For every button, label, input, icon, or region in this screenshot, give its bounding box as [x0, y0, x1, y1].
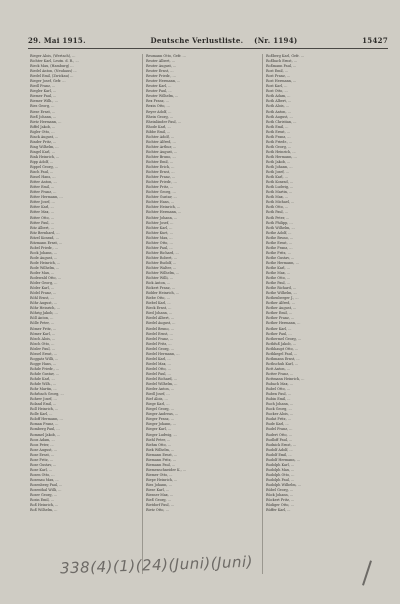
- list-entry: Riemer Paul, ...: [30, 94, 57, 99]
- list-entry: Riedl Franz, ...: [30, 84, 56, 89]
- list-entry: Ring Wilhelm, ...: [30, 144, 59, 149]
- list-entry: Rudnick Ernst, ...: [266, 442, 296, 447]
- list-entry: Rosenberg Paul, ...: [30, 482, 63, 487]
- list-entry: Riege Karl, ...: [146, 402, 170, 407]
- list-entry: Richter Max, ...: [146, 235, 173, 240]
- list-entry: Rost Emil, ...: [266, 69, 289, 74]
- list-entry: Rodewald Otto, ...: [30, 276, 61, 281]
- list-entry: Richter Gustav, ...: [146, 195, 177, 200]
- list-entry: Riedel Paul, ...: [146, 371, 171, 376]
- list-entry: Roth Ernst, ...: [266, 129, 290, 134]
- list-entry: Riese Ernst, ...: [30, 109, 56, 114]
- list-entry: Roßmann Paul, ...: [266, 64, 297, 69]
- list-entry: Rothfuß Jakob, ...: [266, 341, 296, 346]
- list-entry: Ritter Josef, ...: [30, 200, 55, 205]
- list-entry: Roggatz Willi, ...: [30, 356, 59, 361]
- list-entry: Rieger Johann, ...: [146, 422, 176, 427]
- list-entry: Riehm Otto, ...: [146, 442, 172, 447]
- list-entry: Röhl Ernst, ...: [30, 296, 54, 301]
- list-entry: Roth Friedr., ...: [266, 139, 293, 144]
- list-entry: Riffel Jakob, ...: [30, 124, 56, 129]
- list-entry: Ritter Karl, ...: [30, 205, 54, 210]
- list-entry: Rothe Ernst, ...: [266, 240, 292, 245]
- list-entry: Rubin Emil, ...: [266, 397, 291, 402]
- list-entry: Rissel Hans, ...: [30, 175, 56, 180]
- list-entry: Rohde Karl, ...: [30, 377, 55, 381]
- list-entry: Rietz Hermann, ...: [30, 119, 62, 124]
- list-entry: Rickert Franz, ...: [146, 286, 176, 291]
- list-entry: Ritter Paul, ...: [30, 220, 54, 225]
- list-entry: Rost Karl, ...: [266, 84, 288, 89]
- list-entry: Ritz Albert, ...: [30, 225, 54, 230]
- list-entry: Rieck Ernst, ...: [146, 306, 172, 311]
- list-entry: Rohrbach Georg, ...: [30, 392, 64, 397]
- list-entry: Rigler Otto, ...: [30, 129, 55, 134]
- list-entry: Rothe Karl, ...: [266, 265, 290, 270]
- list-entry: Riemann Fritz, ...: [146, 457, 176, 462]
- list-entry: Rödel Franz, ...: [30, 291, 57, 296]
- list-entry: Reuter Friedr., ...: [146, 74, 176, 79]
- list-entry: Rudolf Hermann, ...: [266, 457, 300, 462]
- list-entry: Rieder Anton, ...: [146, 387, 175, 392]
- list-entry: Rother Alfred, ...: [266, 301, 295, 306]
- list-entry: Richter Willi, ...: [146, 276, 173, 281]
- list-entry: Ridder Heinrich, ...: [146, 291, 180, 296]
- list-entry: Reuter Karl, ...: [146, 84, 172, 89]
- list-entry: Riedel Wilhelm, ...: [146, 382, 178, 387]
- list-entry: Roth August, ...: [266, 114, 293, 119]
- list-entry: Roth Christian, ...: [266, 119, 297, 124]
- list-entry: Riesner Max, ...: [146, 493, 174, 498]
- list-entry: Roth Georg, ...: [266, 144, 292, 149]
- list-entry: Roth Wilhelm, ...: [266, 225, 295, 230]
- list-entry: Riedel Otto, ...: [146, 366, 171, 371]
- list-entry: Riemenschneider K., ...: [146, 467, 187, 472]
- list-entry: Roth Adam, ...: [266, 94, 291, 99]
- list-entry: Richter Kurt, ...: [146, 230, 173, 235]
- list-entry: Ritter Otto, ...: [30, 215, 55, 220]
- list-entry: Rohde Gustav, ...: [30, 371, 59, 376]
- list-entry: Richter Hans, ...: [146, 200, 175, 205]
- list-entry: Riepe Heinrich, ...: [146, 477, 178, 482]
- list-entry: Richter Johann, ...: [146, 215, 178, 220]
- list-entry: Roos Adam, ...: [30, 437, 55, 442]
- list-entry: Rudel Franz, ...: [266, 427, 293, 432]
- list-entry: Rück Johann, ...: [266, 493, 294, 498]
- list-entry: Rude Karl, ...: [266, 422, 289, 427]
- list-entry: Rexin Otto, ...: [146, 104, 170, 109]
- list-entry: Rudat Fritz, ...: [266, 417, 291, 422]
- list-entry: Roth Philipp, ...: [266, 220, 293, 225]
- list-entry: Riedel Ernst, ...: [146, 331, 173, 336]
- list-entry: Rietdorf Paul, ...: [146, 503, 174, 508]
- list-entry: Rhein Georg, ...: [146, 114, 174, 119]
- list-entry: Ruch Johann, ...: [266, 402, 294, 407]
- list-entry: Ritz Bernhard, ...: [30, 230, 60, 235]
- list-entry: Rippel Georg, ...: [30, 165, 59, 170]
- list-entry: Rucker Alois, ...: [266, 412, 294, 417]
- list-entry: Reumann Otto, Gefr. ...: [146, 54, 186, 58]
- list-entry: Rode Wilhelm, ...: [30, 265, 60, 270]
- list-entry: Riedel Karl, ...: [146, 356, 171, 361]
- list-entry: Riehl Peter, ...: [146, 437, 171, 442]
- list-entry: Rothe Hermann, ...: [266, 260, 299, 265]
- list-entry: Rothe Otto, ...: [266, 276, 291, 281]
- list-entry: Rüffer Karl, ...: [266, 508, 291, 513]
- list-entry: Ruben Paul, ...: [266, 392, 291, 397]
- list-entry: Roßberg Karl, Gefr. ...: [266, 54, 304, 58]
- list-entry: Risch Paul, ...: [30, 170, 54, 175]
- list-entry: Roth Josef, ...: [266, 170, 289, 175]
- list-entry: Riedel August, ...: [146, 321, 176, 326]
- list-entry: Rother Paul, ...: [266, 331, 292, 336]
- list-entry: Richter Bruno, ...: [146, 154, 176, 159]
- list-entry: Richter August, ...: [146, 149, 178, 154]
- list-entry: Rolle Karl, ...: [30, 412, 53, 417]
- list-entry: Rosen Otto, ...: [30, 472, 55, 477]
- list-entry: Rietz Otto, ...: [146, 508, 169, 513]
- list-entry: Reuter Paul, ...: [146, 89, 172, 94]
- list-entry: Riedel Max, ...: [146, 361, 171, 366]
- list-entry: Rückert Fritz, ...: [266, 498, 295, 503]
- list-entry: Röhr August, ...: [30, 301, 57, 306]
- list-entry: Reuter Albert, ...: [146, 59, 175, 64]
- list-entry: Rudolph Max, ...: [266, 467, 295, 472]
- list-entry: Richter Paul, ...: [146, 245, 173, 250]
- list-entry: Rex Franz, ...: [146, 99, 169, 104]
- list-entry: Rode Heinrich, ...: [30, 260, 61, 265]
- list-entry: Rölle Peter, ...: [30, 321, 54, 326]
- list-entry: Römer Fritz, ...: [30, 326, 57, 331]
- list-entry: Reyer Adolf, ...: [146, 109, 172, 114]
- list-entry: Rothe Franz, ...: [266, 245, 293, 250]
- list-entry: Röll Anton, ...: [30, 316, 54, 321]
- list-entry: Rott Anton, ...: [266, 366, 291, 371]
- list-entry: Rieger Alois, (Wertach), ...: [30, 54, 76, 58]
- list-entry: Riedel Bruno, ...: [146, 326, 174, 331]
- list-entry: Roth Karl, ...: [266, 175, 288, 180]
- list-entry: Rohde Wilh., ...: [30, 382, 57, 387]
- list-entry: Riese Karl, ...: [146, 488, 170, 493]
- list-entry: Rheinländer Paul, ...: [146, 119, 181, 124]
- list-entry: Roder Max, ...: [30, 271, 55, 276]
- list-entry: Roth Hermann, ...: [266, 154, 297, 159]
- list-entry: Rink Heinrich, ...: [30, 154, 60, 159]
- list-entry: Ritter Max, ...: [30, 210, 54, 215]
- list-entry: Rübel Georg, ...: [266, 488, 294, 493]
- list-entry: Rothe Paul, ...: [266, 281, 291, 286]
- list-entry: Ripp Adolf, ...: [30, 159, 54, 164]
- list-entry: Richter Ernst, ...: [146, 170, 175, 175]
- list-entry: Roll Heinrich, ...: [30, 407, 59, 412]
- list-entry: Römer Karl, ...: [30, 331, 56, 336]
- list-entry: Richter Georg, ...: [146, 190, 176, 195]
- header-title-text: Deutsche Verlustliste.: [150, 35, 244, 45]
- list-entry: Riebe Otto, ...: [146, 296, 170, 301]
- list-entry: Richter Arthur, ...: [146, 144, 177, 149]
- list-entry: Rieger Josef, Gefr. ...: [30, 79, 66, 84]
- list-entry: Riemann Ernst, ...: [146, 452, 178, 457]
- list-entry: Rudolph Wilhelm, ...: [266, 482, 301, 487]
- list-entry: Riemer Wilh., ...: [30, 99, 58, 104]
- list-entry: Romberg Paul, ...: [30, 427, 60, 432]
- list-entry: Ried Johann, ...: [146, 311, 173, 316]
- list-entry: Richter Erich, ...: [146, 165, 175, 170]
- list-entry: Richter Wilhelm, ...: [146, 271, 180, 276]
- list-entry: Roß Heinrich, ...: [30, 503, 59, 508]
- list-entry: Roth Konrad, ...: [266, 180, 294, 185]
- list-entry: Riedel Franz, ...: [146, 336, 174, 341]
- list-entry: Rudloff Paul, ...: [266, 437, 293, 442]
- list-entry: Rösch Otto, ...: [30, 341, 55, 346]
- list-entry: Rother Karl, ...: [266, 326, 292, 331]
- list-entry: Roßbach Ernst, ...: [266, 59, 297, 64]
- list-entry: Riegler Karl, ...: [30, 89, 57, 94]
- list-entry: Rosenau Max, ...: [30, 477, 59, 482]
- list-entry: Roth Franz, ...: [266, 134, 291, 139]
- list-entry: Rubel Otto, ...: [266, 387, 291, 392]
- list-entry: Rudolph Otto, ...: [266, 472, 295, 477]
- list-entry: Rohr Martin, ...: [30, 387, 57, 392]
- list-entry: Roth Albert, ...: [266, 99, 292, 104]
- list-entry: Richter Heinrich, ...: [146, 205, 181, 210]
- list-entry: Reuter August, ...: [146, 64, 177, 69]
- list-entry: Rudolf Adolf, ...: [266, 447, 293, 452]
- list-entry: Rock Johann, ...: [30, 250, 57, 255]
- list-entry: Roth Paul, ...: [266, 210, 289, 215]
- list-entry: Ritter Hermann, ...: [30, 195, 63, 200]
- list-entry: Ruck Georg, ...: [266, 407, 292, 412]
- list-entry: Rick Anton, ...: [146, 281, 171, 286]
- list-entry: Rubach Max, ...: [266, 382, 293, 387]
- list-entry: Rössel Ernst, ...: [30, 351, 58, 356]
- header-rule: [28, 48, 388, 49]
- list-entry: Rudolf Emil, ...: [266, 452, 292, 457]
- header-date: 29. Mai 1915.: [28, 35, 86, 45]
- list-entry: Ritter Anton, ...: [30, 180, 57, 185]
- list-entry: Rost Hermann, ...: [266, 79, 297, 84]
- list-entry: Rost Otto, ...: [266, 89, 288, 94]
- list-entry: Roth Ludwig, ...: [266, 185, 294, 190]
- list-entry: Riedl Josef, ...: [146, 392, 170, 397]
- list-entry: Rothe Richard, ...: [266, 286, 297, 291]
- list-entry: Roth Johann, ...: [266, 165, 293, 170]
- list-entry: Richter Alfred, ...: [146, 139, 176, 144]
- list-entry: Ritzel Konrad, ...: [30, 235, 59, 240]
- list-entry: Rieger Karl, ...: [146, 427, 172, 432]
- list-entry: Riek Wilhelm, ...: [146, 447, 175, 452]
- list-entry: Ritzmann Ernst, ...: [30, 240, 63, 245]
- list-entry: Rotter Franz, ...: [266, 371, 294, 376]
- list-entry: Roth Alois, ...: [266, 104, 290, 109]
- list-entry: Ritter Emil, ...: [30, 185, 55, 190]
- header-title: [150, 36, 297, 45]
- list-entry: Richter Adolf, ...: [146, 134, 175, 139]
- list-entry: Rosin Emil, ...: [30, 498, 54, 503]
- list-entry: Rommel Jakob, ...: [30, 432, 61, 437]
- list-entry: Riegel Georg, ...: [146, 407, 174, 412]
- list-entry: Rothenberger J., ...: [266, 296, 299, 301]
- list-entry: Richter Josef, ...: [146, 220, 174, 225]
- list-entry: Rother Emil, ...: [266, 311, 293, 316]
- list-entry: Roth Emil, ...: [266, 124, 289, 129]
- list-entry: Rieger Ludwig, ...: [146, 432, 177, 437]
- list-entry: Richter Friedr., ...: [146, 180, 177, 185]
- list-entry: Richter Fritz, ...: [146, 185, 174, 190]
- list-entry: Rother Hermann, ...: [266, 321, 301, 326]
- list-entry: Rinck August, ...: [30, 134, 59, 139]
- list-entry: Riebel Karl, ...: [146, 301, 171, 306]
- list-entry: Ritter Franz, ...: [30, 190, 57, 195]
- list-entry: Rothschuh Karl, ...: [266, 361, 299, 366]
- list-entry: Röhr Heinrich, ...: [30, 306, 60, 311]
- list-entry: Ries Johann, ...: [146, 482, 172, 487]
- list-entry: Rothkegel Paul, ...: [266, 351, 298, 356]
- list-entry: Riedel Albert, ...: [146, 316, 175, 321]
- list-entry: Röhrig Jakob, ...: [30, 311, 58, 316]
- list-entry: Richter Walter, ...: [146, 265, 177, 270]
- list-entry: Richter Franz, ...: [146, 175, 176, 180]
- list-entry: Richter Rudolf, ...: [146, 260, 177, 265]
- list-entry: Roth Max, ...: [266, 195, 289, 200]
- list-entry: Riedel Fritz, ...: [146, 341, 172, 346]
- list-entry: Rothe Bruno, ...: [266, 235, 294, 240]
- list-entry: Riedel Emil, (Zwickau) ...: [30, 74, 74, 79]
- list-entry: Rose Fritz, ...: [30, 457, 54, 462]
- list-entry: Rother Franz, ...: [266, 316, 295, 321]
- list-entry: Rose Gustav, ...: [30, 462, 57, 467]
- list-entry: Roland Emil, ...: [30, 402, 57, 407]
- list-entry: Reuter Wilhelm, ...: [146, 94, 179, 99]
- header-page-number: 15427: [362, 35, 388, 45]
- list-entry: Rode August, ...: [30, 255, 58, 260]
- list-entry: Rothe Fritz, ...: [266, 250, 291, 255]
- list-entry: Roß Wilhelm, ...: [30, 508, 58, 513]
- list-entry: Rief Alois, ...: [146, 397, 168, 402]
- list-entry: Richter Emil, ...: [146, 159, 174, 164]
- list-entry: Riedel Georg, ...: [146, 346, 174, 351]
- list-entry: Richter Robert, ...: [146, 255, 177, 260]
- list-entry: Roth Heinrich, ...: [266, 149, 296, 154]
- list-entry: Roser Georg, ...: [30, 493, 57, 498]
- list-entry: Rothe Max, ...: [266, 271, 291, 276]
- column-divider: [262, 54, 263, 574]
- list-entry: Roos Peter, ...: [30, 442, 54, 447]
- list-entry: Roloff Hermann, ...: [30, 417, 63, 422]
- list-entry: Rieß Johann, ...: [30, 114, 57, 119]
- list-entry: Richter Richard, ...: [146, 250, 179, 255]
- list-entry: Rothermel Georg, ...: [266, 336, 302, 341]
- list-entry: Rose Ernst, ...: [30, 452, 55, 457]
- list-entry: Rohrer Josef, ...: [30, 397, 57, 402]
- list-entry: Rieß Georg, ...: [146, 498, 171, 503]
- header-issue: (Nr. 1194): [254, 35, 298, 45]
- list-entry: Rother August, ...: [266, 306, 297, 311]
- list-entry: Rudert Otto, ...: [266, 432, 292, 437]
- page-header: [28, 34, 388, 46]
- list-entry: Rinder Fritz, ...: [30, 139, 57, 144]
- list-entry: Roth Michael, ...: [266, 200, 295, 205]
- list-entry: Rösler Paul, ...: [30, 346, 55, 351]
- list-entry: Rudolph Karl, ...: [266, 462, 295, 467]
- list-entry: Riemann Paul, ...: [146, 462, 176, 467]
- list-entry: Rieger Franz, ...: [146, 417, 174, 422]
- list-entry: Richter Otto, ...: [146, 240, 173, 245]
- list-entry: Richter Hermann, ...: [146, 210, 182, 215]
- list-entry: Ries Georg, ...: [30, 104, 55, 109]
- list-entry: Rothmann Ernst, ...: [266, 356, 300, 361]
- list-entry: Richter Karl, Leutn. d. R., ...: [30, 59, 79, 64]
- list-entry: Reuter Hermann, ...: [146, 79, 181, 84]
- list-entry: Rose Karl, ...: [30, 467, 53, 472]
- list-entry: Rosenthal Willi, ...: [30, 488, 62, 493]
- list-entry: Riedel Hermann, ...: [146, 351, 180, 356]
- list-entry: Röder Karl, ...: [30, 286, 55, 291]
- list-entry: Rothe Wilhelm, ...: [266, 291, 297, 296]
- list-entry: Rottmann Heinrich, ...: [266, 377, 305, 381]
- text-column-3: [266, 54, 386, 574]
- list-entry: Rudolph Paul, ...: [266, 477, 295, 482]
- list-entry: Rösch Alois, ...: [30, 336, 56, 341]
- list-entry: Röder Georg, ...: [30, 281, 58, 286]
- column-divider: [142, 54, 143, 574]
- list-entry: Robel Friedr., ...: [30, 245, 58, 250]
- list-entry: Rieger Andreas, ...: [146, 412, 179, 417]
- list-entry: Riedel Richard, ...: [146, 377, 177, 381]
- list-entry: Roth Anton, ...: [266, 109, 291, 114]
- list-entry: Rothhaupt Otto, ...: [266, 346, 299, 351]
- list-entry: Rose August, ...: [30, 447, 57, 452]
- list-entry: Rost Franz, ...: [266, 74, 291, 79]
- list-entry: Roth Martin, ...: [266, 190, 293, 195]
- list-entry: Richter Karl, ...: [146, 225, 173, 230]
- list-entry: Roth Peter, ...: [266, 215, 290, 220]
- list-entry: Ringel Karl, ...: [30, 149, 55, 154]
- list-entry: Riedel Anton, (Neuhaus) ...: [30, 69, 77, 74]
- list-entry: Rothe Adolf, ...: [266, 230, 292, 235]
- list-entry: Reuter Ernst, ...: [146, 69, 174, 74]
- list-entry: Rohde Friedr., ...: [30, 366, 59, 371]
- list-entry: Rhode Karl, ...: [146, 124, 171, 129]
- list-entry: Ribbe Emil, ...: [146, 129, 171, 134]
- list-entry: Riemer Otto, ...: [146, 472, 173, 477]
- list-entry: Roth Jakob, ...: [266, 159, 291, 164]
- text-column-1: [30, 54, 138, 574]
- list-entry: Rieck Max, (Hamburg) ...: [30, 64, 74, 69]
- list-entry: Roth Otto, ...: [266, 205, 289, 210]
- text-column-2: [146, 54, 258, 574]
- list-entry: Rüdiger Otto, ...: [266, 503, 294, 508]
- handwritten-annotation: 338(4)(1)(24)(Juni)(Juni): [59, 552, 254, 578]
- list-entry: Rothe Gustav, ...: [266, 255, 295, 260]
- list-entry: Roman Franz, ...: [30, 422, 59, 427]
- list-entry: Rogge Hans, ...: [30, 361, 57, 366]
